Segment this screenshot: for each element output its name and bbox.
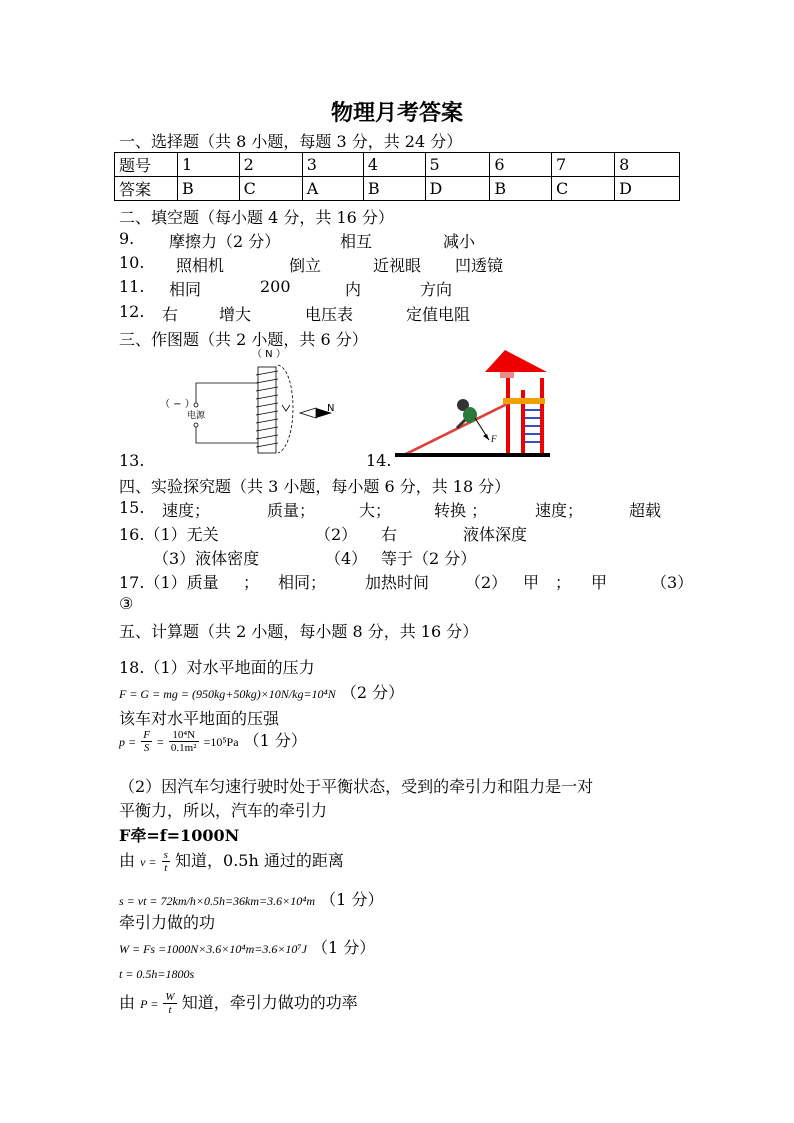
table-cell: 8 bbox=[615, 153, 680, 177]
slide-figure bbox=[385, 350, 560, 462]
calc-text: 由 bbox=[119, 851, 136, 870]
table-cell: C bbox=[552, 177, 615, 201]
coil-windings bbox=[256, 371, 278, 447]
numerator: 10⁴N bbox=[169, 729, 199, 742]
table-cell: 6 bbox=[490, 153, 552, 177]
answer-text: 内 bbox=[345, 280, 362, 299]
calc-text: 知道，0.5h 通过的距离 bbox=[175, 851, 344, 870]
left-post bbox=[506, 378, 510, 453]
answer-line-17b: ③ bbox=[119, 594, 134, 613]
figure-14-number: 14. bbox=[366, 451, 392, 470]
answer-text: 17.（1）质量 bbox=[119, 573, 219, 592]
table-cell: 1 bbox=[178, 153, 240, 177]
table-cell: 2 bbox=[239, 153, 302, 177]
answer-text: 减小 bbox=[443, 232, 476, 251]
section-5-heading: 五、计算题（共 2 小题，每小题 8 分，共 16 分） bbox=[119, 622, 479, 641]
terminal-bottom bbox=[194, 423, 198, 427]
answer-line-9 bbox=[119, 229, 476, 251]
numerator: F bbox=[143, 729, 150, 741]
answer-text: 增大 bbox=[219, 305, 252, 324]
fraction bbox=[163, 991, 176, 1016]
score-note: （1 分） bbox=[312, 938, 376, 957]
answer-text: 电压表 bbox=[305, 305, 354, 324]
section-1-heading: 一、选择题（共 8 小题，每题 3 分，共 24 分） bbox=[119, 132, 463, 151]
answer-text: 甲 bbox=[523, 573, 540, 592]
table-cell: 7 bbox=[552, 153, 615, 177]
answer-line-15 bbox=[119, 498, 662, 520]
answer-text: 200 bbox=[260, 277, 291, 296]
ground bbox=[395, 453, 550, 457]
answer-line-10 bbox=[119, 253, 504, 275]
force-label: F bbox=[491, 434, 497, 444]
solenoid-figure bbox=[150, 345, 360, 460]
power-source-label: 电源 bbox=[187, 411, 206, 421]
calc-line bbox=[119, 990, 358, 1016]
right-post bbox=[540, 378, 544, 453]
answer-text: （3）液体密度 bbox=[153, 549, 260, 568]
formula: = bbox=[157, 735, 164, 749]
answer-text: （3） bbox=[651, 573, 694, 592]
wire-bottom bbox=[196, 427, 258, 443]
answer-text: 右 bbox=[381, 525, 398, 544]
page-title: 物理月考答案 bbox=[330, 100, 463, 126]
answer-text: 定值电阻 bbox=[406, 305, 471, 324]
table-cell: 题号 bbox=[115, 153, 178, 177]
platform bbox=[503, 398, 545, 404]
formula-line bbox=[119, 680, 404, 703]
denominator: t bbox=[164, 862, 168, 874]
table-cell: B bbox=[363, 177, 425, 201]
answer-text: （4） bbox=[325, 549, 368, 568]
q-number: 9. bbox=[119, 229, 135, 248]
section-2-heading: 二、填空题（每小题 4 分，共 16 分） bbox=[119, 208, 394, 227]
formula: p = bbox=[119, 735, 137, 749]
slide-roof bbox=[485, 350, 547, 372]
answer-text: 甲 bbox=[591, 573, 608, 592]
compass-needle-south bbox=[300, 408, 316, 418]
calc-line: F牵=f=1000N bbox=[119, 826, 240, 845]
table-cell: A bbox=[302, 177, 363, 201]
numerator: s bbox=[163, 849, 168, 861]
formula: P = bbox=[140, 997, 159, 1011]
n-pole-top-label: （ N ） bbox=[252, 349, 286, 360]
denominator: S bbox=[143, 742, 150, 754]
answer-text: 摩擦力（2 分） bbox=[169, 232, 281, 251]
answer-text: 相互 bbox=[340, 232, 373, 251]
answer-text: 加热时间 bbox=[365, 573, 430, 592]
answer-line-11 bbox=[119, 277, 453, 299]
calc-text: 知道，牵引力做功的功率 bbox=[181, 993, 358, 1012]
answer-text: 液体深度 bbox=[463, 525, 528, 544]
answer-table bbox=[114, 152, 680, 201]
answer-text: 速度； bbox=[162, 501, 211, 520]
table-cell: D bbox=[615, 177, 680, 201]
ladder-rungs bbox=[525, 410, 540, 442]
calc-line: 平衡力，所以，汽车的牵引力 bbox=[119, 801, 328, 820]
calc-line: 18.（1）对水平地面的压力 bbox=[119, 658, 315, 677]
compass-n-label: N bbox=[327, 403, 335, 414]
table-cell: B bbox=[490, 177, 552, 201]
force-arrow-head bbox=[483, 434, 489, 440]
answer-text: 转换 ； bbox=[434, 501, 488, 520]
table-cell: 3 bbox=[302, 153, 363, 177]
formula: =10⁵Pa bbox=[203, 735, 239, 749]
field-arrow bbox=[282, 405, 290, 411]
answer-text: ； bbox=[555, 573, 572, 592]
negative-label: （ − ） bbox=[160, 399, 195, 410]
answer-text: 超载 bbox=[629, 501, 662, 520]
denominator: t bbox=[168, 1004, 172, 1016]
q-number: 10. bbox=[119, 253, 145, 272]
formula-line bbox=[119, 887, 383, 910]
figure-13-number: 13. bbox=[119, 451, 145, 470]
answer-text: 等于（2 分） bbox=[381, 549, 477, 568]
table-cell: 答案 bbox=[115, 177, 178, 201]
table-cell: 4 bbox=[363, 153, 425, 177]
table-cell: D bbox=[425, 177, 490, 201]
formula-line bbox=[119, 935, 375, 958]
answer-line-12 bbox=[119, 302, 471, 324]
formula: W = Fs =1000N×3.6×10⁴m=3.6×10⁷J bbox=[119, 942, 307, 956]
formula: s = vt = 72km/h×0.5h=36km=3.6×10⁴m bbox=[119, 894, 316, 908]
calc-line bbox=[119, 848, 344, 874]
table-cell: B bbox=[178, 177, 240, 201]
answer-text: 凹透镜 bbox=[455, 256, 504, 275]
section-3-heading: 三、作图题（共 2 小题，共 6 分） bbox=[119, 330, 368, 349]
answer-text: 16.（1）无关 bbox=[119, 525, 219, 544]
table-row bbox=[115, 177, 680, 201]
answer-text: （2） bbox=[315, 525, 358, 544]
wire-top bbox=[196, 383, 258, 403]
roof-band bbox=[500, 372, 514, 378]
answer-text: 照相机 bbox=[176, 256, 225, 275]
calc-line: 牵引力做的功 bbox=[119, 913, 216, 932]
calc-line: （2）因汽车匀速行驶时处于平衡状态，受到的牵引力和阻力是一对 bbox=[119, 777, 594, 796]
answer-text: 质量； bbox=[267, 501, 316, 520]
answer-text: （2） bbox=[465, 573, 508, 592]
section-4-heading: 四、实验探究题（共 3 小题，每小题 6 分，共 18 分） bbox=[119, 477, 511, 496]
table-cell: C bbox=[239, 177, 302, 201]
formula: t = 0.5h=1800s bbox=[119, 967, 195, 981]
fraction bbox=[141, 729, 152, 754]
score-note: （2 分） bbox=[340, 683, 405, 702]
formula-line bbox=[119, 728, 307, 754]
fraction bbox=[162, 849, 170, 874]
formula: v = bbox=[140, 855, 157, 869]
q-number: 11. bbox=[119, 277, 145, 296]
denominator: 0.1m² bbox=[170, 742, 197, 754]
answer-text: 相同 bbox=[169, 280, 202, 299]
answer-line-16b bbox=[153, 546, 477, 569]
calc-line: 该车对水平地面的压强 bbox=[119, 709, 280, 728]
answer-line-16a bbox=[119, 522, 528, 545]
table-cell: 5 bbox=[425, 153, 490, 177]
q-number: 15. bbox=[119, 498, 145, 517]
formula-line bbox=[119, 963, 194, 982]
fraction bbox=[169, 729, 199, 754]
formula: F = G = mg = (950kg+50kg)×10N/kg=10⁴N bbox=[119, 687, 336, 701]
answer-text: ； bbox=[243, 573, 260, 592]
q-number: 12. bbox=[119, 302, 145, 321]
score-note: （1 分） bbox=[243, 731, 307, 750]
answer-text: 右 bbox=[162, 305, 179, 324]
answer-text: 近视眼 bbox=[373, 256, 422, 275]
answer-text: 速度； bbox=[535, 501, 584, 520]
answer-text: 相同； bbox=[278, 573, 327, 592]
answer-text: 倒立 bbox=[289, 256, 322, 275]
numerator: W bbox=[165, 991, 175, 1003]
answer-text: 方向 bbox=[420, 280, 453, 299]
table-row bbox=[115, 153, 680, 177]
answer-line-17 bbox=[119, 570, 694, 593]
calc-text: 由 bbox=[119, 993, 136, 1012]
answer-text: 大； bbox=[359, 501, 392, 520]
score-note: （1 分） bbox=[320, 890, 384, 909]
field-line bbox=[278, 365, 293, 453]
